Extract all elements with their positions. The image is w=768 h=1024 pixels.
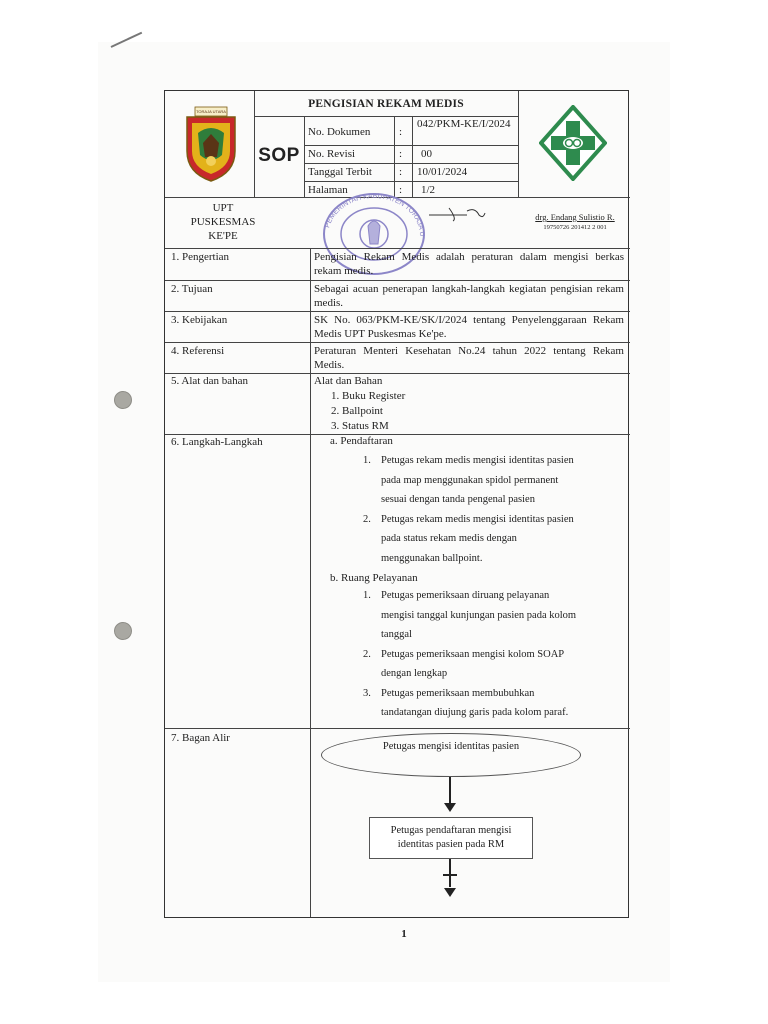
- stamp-text: PEMERINTAH KABUPATEN TORAJA U: [324, 192, 426, 237]
- step-b3: [363, 684, 628, 723]
- row-text-referensi: Peraturan Menteri Kesehatan No.24 tahun 2022 tentang Rekam Medis.: [314, 345, 624, 371]
- revision-value: 00: [421, 148, 432, 160]
- row-label-alat: 5. Alat dan bahan: [171, 375, 248, 387]
- sop-label: SOP: [258, 145, 300, 166]
- page-number: 1: [401, 928, 407, 940]
- section-b-title: b. Ruang Pelayanan: [330, 572, 418, 584]
- punch-hole-top: [114, 391, 132, 409]
- doc-number-value: 042/PKM-KE/I/2024: [417, 118, 511, 130]
- issue-date-sep: :: [399, 166, 403, 178]
- punch-hole-bottom: [114, 622, 132, 640]
- row-text-tujuan: Sebagai acuan penerapan langkah-langkah kegiatan pengisian rekam medis.: [314, 283, 624, 309]
- page-value: 1/2: [421, 184, 436, 196]
- step-a1-line-1: Petugas rekam medis mengisi identitas pasien: [381, 455, 574, 466]
- row-label-kebijakan: 3. Kebijakan: [171, 314, 228, 326]
- flow-step-registration: [369, 817, 533, 859]
- issue-date-label: Tanggal Terbit: [308, 166, 372, 178]
- step-b2-line-2: dengan lengkap: [381, 668, 448, 679]
- step-a2: [363, 510, 628, 569]
- flow-arrow-2-head: [444, 888, 456, 897]
- flow-arrow-2: [449, 859, 451, 887]
- org-line-3: KE'PE: [208, 230, 238, 242]
- step-b1-line-3: tanggal: [381, 629, 412, 640]
- step-a2-number: 2.: [363, 513, 371, 525]
- step-a2-line-2: pada status rekam medis dengan: [381, 533, 517, 544]
- flow-step-line-1: Petugas pendaftaran mengisi: [390, 825, 512, 836]
- logo-banner-text: TORAJA UTARA: [196, 109, 226, 114]
- step-b1-number: 1.: [363, 590, 371, 601]
- alat-heading: Alat dan Bahan: [314, 375, 383, 387]
- doc-number-label: No. Dokumen: [308, 126, 371, 138]
- org-line-1: UPT: [212, 202, 234, 214]
- revision-label: No. Revisi: [308, 148, 356, 160]
- page-label: Halaman: [308, 184, 348, 196]
- alat-item-2: 2. Ballpoint: [331, 405, 383, 417]
- step-b2-number: 2.: [363, 648, 371, 660]
- step-a1: [363, 451, 628, 510]
- page-sep: :: [399, 184, 403, 196]
- row-label-tujuan: 2. Tujuan: [171, 283, 213, 295]
- step-a2-line-3: menggunakan ballpoint.: [381, 552, 483, 564]
- sop-document-frame: [164, 90, 629, 918]
- flow-arrow-1-head: [444, 803, 456, 812]
- step-a2-line-1: Petugas rekam medis mengisi identitas pasien: [381, 513, 574, 525]
- revision-sep: :: [399, 148, 403, 160]
- step-b3-line-1: Petugas pemeriksaan membubuhkan: [381, 687, 535, 699]
- row-label-pengertian: 1. Pengertian: [171, 251, 230, 263]
- alat-item-3: 3. Status RM: [331, 420, 389, 432]
- section-a-steps: [363, 451, 628, 568]
- flow-start-text: Petugas mengisi identitas pasien: [382, 741, 520, 752]
- puskesmas-logo: [539, 105, 607, 181]
- doc-number-sep: :: [399, 126, 403, 138]
- row-label-referensi: 4. Referensi: [171, 345, 225, 357]
- flow-step-line-2: identitas pasien pada RM: [397, 839, 505, 850]
- regency-logo: [181, 101, 241, 183]
- step-b1: [363, 586, 628, 645]
- signature-scribble: [427, 205, 487, 223]
- step-b3-number: 3.: [363, 687, 371, 699]
- step-a1-line-2: pada map menggunakan spidol permanent: [381, 474, 559, 486]
- flow-arrow-1: [449, 777, 451, 805]
- flow-arrow-2-bar: [443, 874, 457, 876]
- issue-date-value: 10/01/2024: [417, 166, 468, 178]
- alat-item-1: 1. Buku Register: [331, 390, 406, 402]
- org-line-2: PUSKESMAS: [190, 216, 256, 228]
- section-b-steps: [363, 586, 628, 723]
- step-b1-line-1: Petugas pemeriksaan diruang pelayanan: [381, 590, 550, 601]
- row-text-pengertian: Pengisian Rekam Medis adalah peraturan dalam mengisi berkas rekam medis.: [314, 251, 624, 277]
- row-label-langkah: 6. Langkah-Langkah: [171, 436, 263, 448]
- row-text-kebijakan: SK No. 063/PKM-KE/SK/I/2024 tentang Penyelenggaraan Rekam Medis UPT Puskesmas Ke'pe.: [314, 314, 624, 340]
- step-b2-line-1: Petugas pemeriksaan mengisi kolom SOAP: [381, 648, 565, 660]
- signatory-name: drg. Endang Sulistio R.: [535, 212, 615, 222]
- step-a1-line-3: sesuai dengan tanda pengenal pasien: [381, 494, 535, 505]
- flow-start-oval: [321, 733, 581, 777]
- step-b3-line-2: tandatangan diujung garis pada kolom paraf.: [381, 707, 569, 718]
- step-b2: [363, 645, 628, 684]
- section-a-title: a. Pendaftaran: [330, 435, 393, 447]
- row-label-bagan: 7. Bagan Alir: [171, 732, 230, 744]
- org-name: [165, 201, 281, 243]
- signatory-nip: 19750726 201412 2 001: [543, 224, 607, 231]
- step-b1-line-2: mengisi tanggal kunjungan pasien pada kolom: [381, 609, 577, 621]
- document-title: PENGISIAN REKAM MEDIS: [308, 98, 464, 110]
- step-a1-number: 1.: [363, 455, 371, 466]
